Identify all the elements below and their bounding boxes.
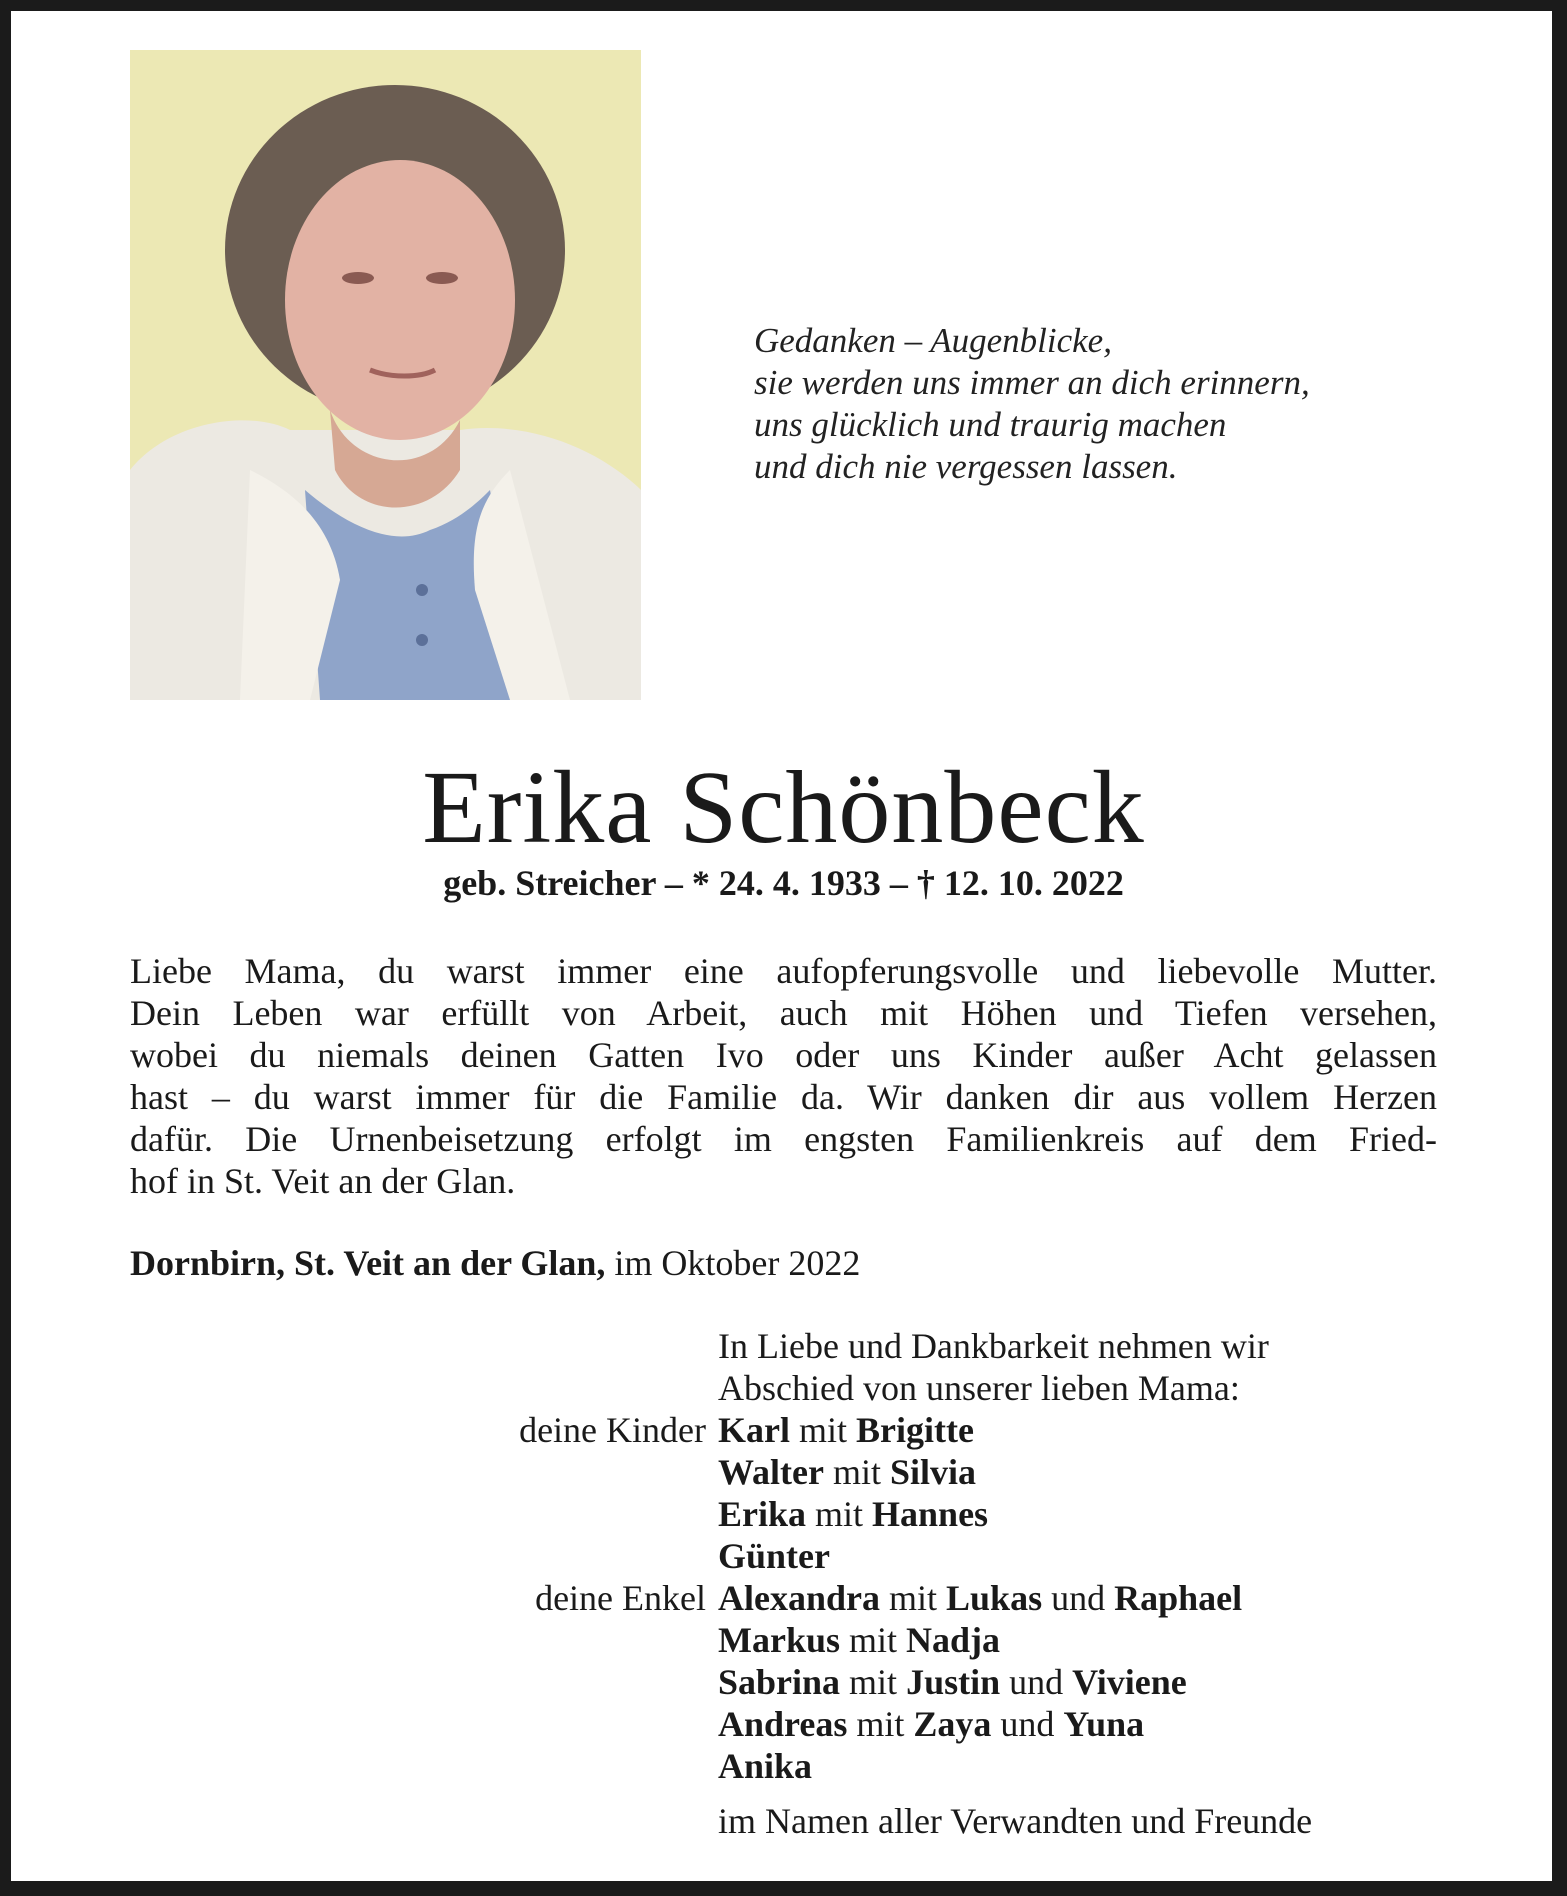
person-name: Sabrina xyxy=(718,1662,841,1702)
person-name: Karl xyxy=(718,1410,790,1450)
farewell-intro xyxy=(718,1325,1269,1409)
person-name: Erika xyxy=(718,1494,807,1534)
obituary-line: hast – du warst immer für die Familie da. Wir danken dir aus vollem Herzen xyxy=(130,1077,1437,1117)
person-name: Brigitte xyxy=(856,1410,974,1450)
person-name: Justin xyxy=(906,1662,1001,1702)
intro-line: In Liebe und Dankbarkeit nehmen wir xyxy=(718,1326,1269,1366)
person-name: Hannes xyxy=(872,1494,989,1534)
person-name: Anika xyxy=(718,1746,813,1786)
place-and-date xyxy=(130,1242,860,1284)
obituary-line: Dein Leben war erfüllt von Arbeit, auch mit Höhen und Tiefen versehen, xyxy=(130,993,1437,1033)
grandchildren-list xyxy=(718,1577,1242,1787)
person-name: Silvia xyxy=(889,1452,977,1492)
person-name: Nadja xyxy=(906,1620,1001,1660)
poem-line: sie werden uns immer an dich erinnern, xyxy=(754,363,1310,402)
person-name: Walter xyxy=(718,1452,824,1492)
grandchild-entry xyxy=(718,1745,1242,1787)
person-name: Alexandra xyxy=(718,1578,880,1618)
person-name: Viviene xyxy=(1072,1662,1187,1702)
obituary-line: dafür. Die Urnenbeisetzung erfolgt im engsten Familienkreis auf dem Fried- xyxy=(130,1119,1437,1159)
connector-text: mit xyxy=(847,1704,914,1744)
connector-text: mit xyxy=(880,1578,947,1618)
person-name: Lukas xyxy=(946,1578,1043,1618)
obituary-line: wobei du niemals deinen Gatten Ivo oder uns Kinder außer Acht gelassen xyxy=(130,1035,1437,1075)
grandchildren-label: deine Enkel xyxy=(535,1578,706,1618)
memorial-poem xyxy=(754,320,1310,488)
obituary-text xyxy=(130,950,1437,1202)
grandchild-entry xyxy=(718,1661,1242,1703)
person-name: Zaya xyxy=(913,1704,992,1744)
connector-text: mit xyxy=(789,1410,856,1450)
connector-text: und xyxy=(991,1704,1064,1744)
person-name: Raphael xyxy=(1114,1578,1243,1618)
intro-line: Abschied von unserer lieben Mama: xyxy=(718,1368,1240,1408)
place-date: im Oktober 2022 xyxy=(605,1243,861,1283)
person-name: Markus xyxy=(718,1620,841,1660)
obituary-line: hof in St. Veit an der Glan. xyxy=(130,1161,516,1201)
person-name: Andreas xyxy=(718,1704,848,1744)
place-location: Dornbirn, St. Veit an der Glan, xyxy=(130,1243,606,1283)
deceased-name: Erika Schönbeck xyxy=(422,750,1145,865)
connector-text: mit xyxy=(840,1620,907,1660)
poem-line: Gedanken – Augenblicke, xyxy=(754,321,1112,360)
closing-line: im Namen aller Verwandten und Freunde xyxy=(718,1801,1313,1841)
portrait-photo xyxy=(130,50,641,700)
connector-text: und xyxy=(1000,1662,1073,1702)
grandchild-entry xyxy=(718,1619,1242,1661)
child-entry xyxy=(718,1535,988,1577)
birth-death-dates: geb. Streicher – * 24. 4. 1933 – † 12. 10. 2022 xyxy=(443,863,1124,903)
obituary-line: Liebe Mama, du warst immer eine aufopferungsvolle und liebevolle Mutter. xyxy=(130,951,1437,991)
grandchild-entry xyxy=(718,1577,1242,1619)
child-entry xyxy=(718,1493,988,1535)
connector-text: mit xyxy=(806,1494,873,1534)
connector-text: mit xyxy=(823,1452,890,1492)
children-list xyxy=(718,1409,988,1577)
child-entry xyxy=(718,1409,988,1451)
person-name: Yuna xyxy=(1063,1704,1145,1744)
connector-text: und xyxy=(1042,1578,1115,1618)
connector-text: mit xyxy=(840,1662,907,1702)
grandchild-entry xyxy=(718,1703,1242,1745)
poem-line: uns glücklich und traurig machen xyxy=(754,405,1227,444)
person-name: Günter xyxy=(718,1536,830,1576)
child-entry xyxy=(718,1451,988,1493)
children-label: deine Kinder xyxy=(519,1410,706,1450)
poem-line: und dich nie vergessen lassen. xyxy=(754,447,1178,486)
